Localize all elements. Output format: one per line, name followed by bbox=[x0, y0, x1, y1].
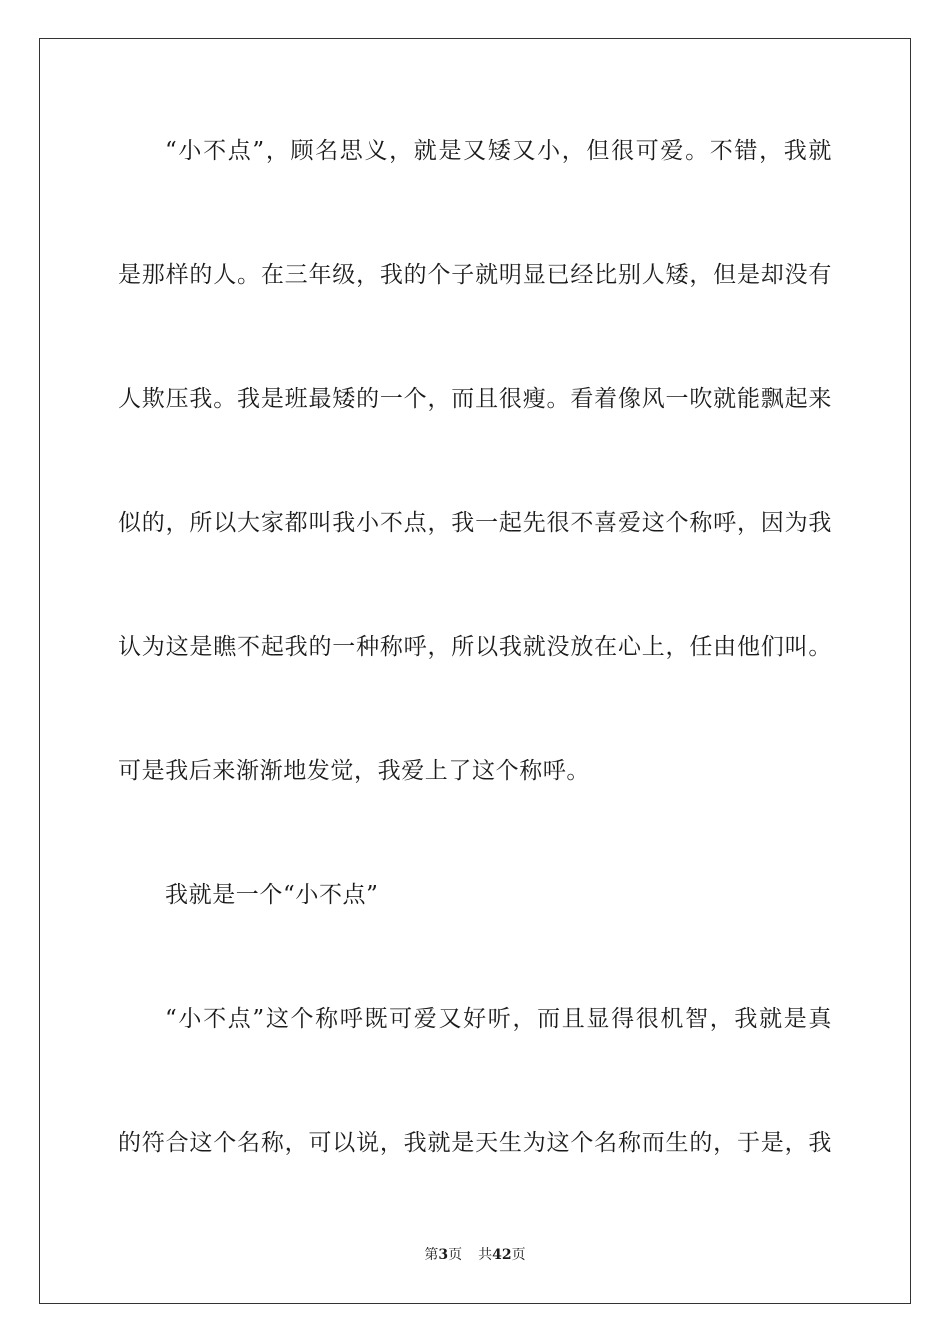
page-border bbox=[39, 38, 911, 1304]
paragraph-line: “小不点”，顾名思义，就是又矮又小，但很可爱。不错，我就 bbox=[165, 138, 832, 164]
paragraph-line: 是那样的人。在三年级，我的个子就明显已经比别人矮，但是却没有 bbox=[118, 262, 832, 288]
paragraph-line: 可是我后来渐渐地发觉，我爱上了这个称呼。 bbox=[118, 758, 590, 784]
paragraph-line: 似的，所以大家都叫我小不点，我一起先很不喜爱这个称呼，因为我 bbox=[118, 510, 832, 536]
total-prefix: 共 bbox=[478, 1247, 493, 1263]
page-prefix: 第 bbox=[424, 1247, 439, 1263]
paragraph-line: “小不点”这个称呼既可爱又好听，而且显得很机智，我就是真 bbox=[165, 1006, 832, 1032]
total-pages: 42 bbox=[492, 1247, 512, 1263]
total-suffix: 页 bbox=[511, 1247, 526, 1263]
page-footer bbox=[0, 1245, 950, 1265]
page-suffix: 页 bbox=[448, 1247, 463, 1263]
page-number: 3 bbox=[438, 1247, 449, 1263]
paragraph-line: 认为这是瞧不起我的一种称呼，所以我就没放在心上，任由他们叫。 bbox=[118, 634, 832, 660]
section-heading: 我就是一个“小不点” bbox=[165, 882, 379, 908]
paragraph-line: 的符合这个名称，可以说，我就是天生为这个名称而生的，于是，我 bbox=[118, 1130, 832, 1156]
paragraph-line: 人欺压我。我是班最矮的一个，而且很瘦。看着像风一吹就能飘起来 bbox=[118, 386, 832, 412]
